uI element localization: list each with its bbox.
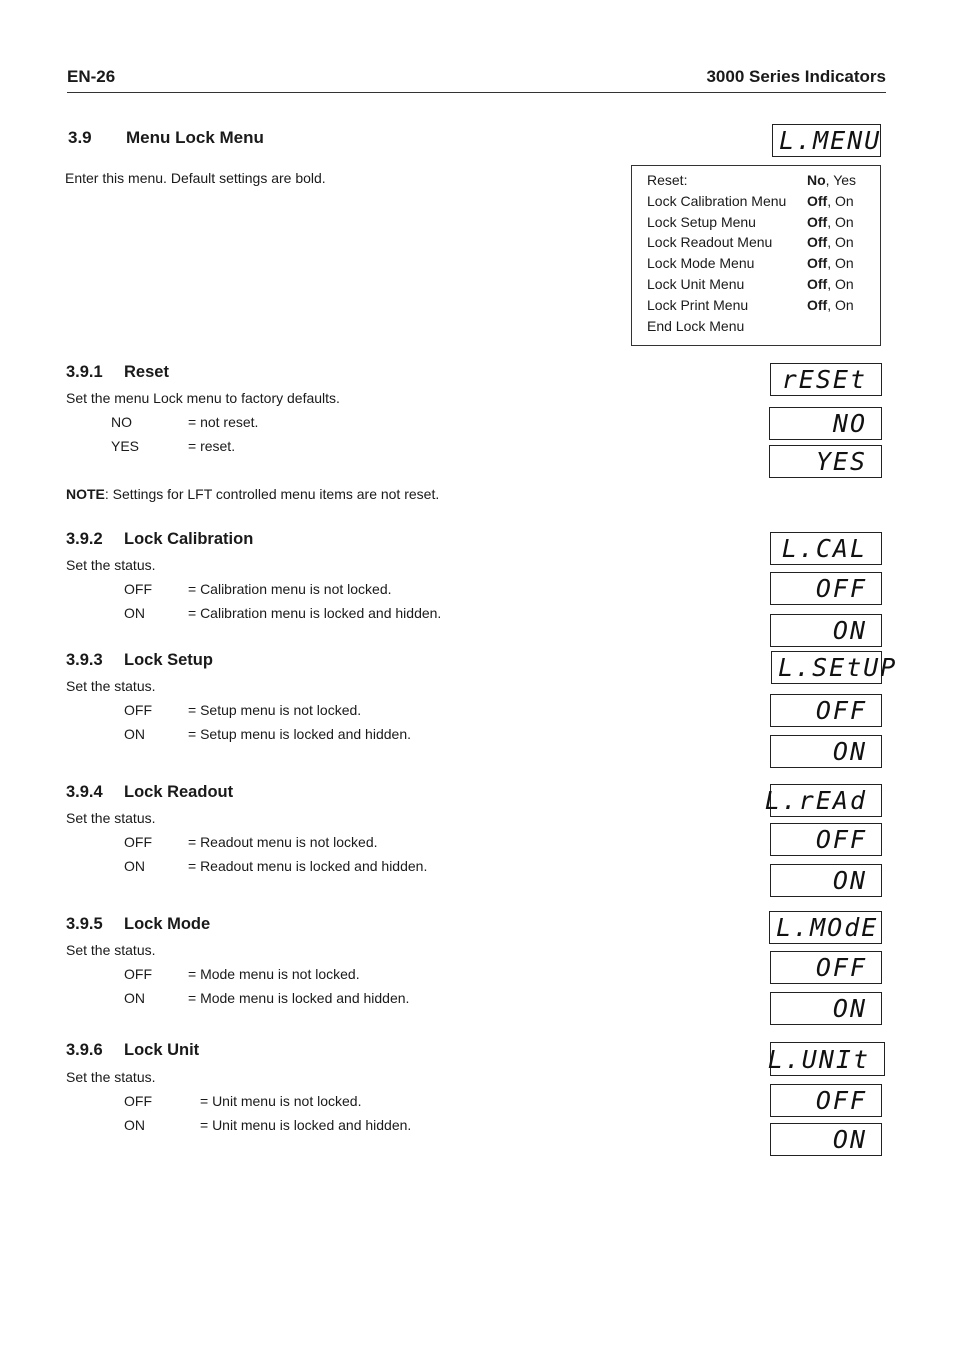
- subsection-title: Reset: [124, 363, 169, 381]
- subsection-desc: Set the status.: [66, 810, 156, 826]
- lcd-display-off: OFF: [770, 572, 882, 605]
- option-key: OFF: [124, 1093, 152, 1109]
- menu-row: [647, 255, 877, 276]
- menu-row-value: Off, On: [807, 255, 854, 271]
- lcd-display-lsetup: L.SEtUP: [771, 651, 882, 684]
- option-value: = Unit menu is locked and hidden.: [200, 1117, 412, 1133]
- lcd-display-lmode: L.MOdE: [769, 911, 882, 944]
- menu-row-value: Off, On: [807, 297, 854, 313]
- menu-row-label: End Lock Menu: [647, 318, 745, 334]
- option-value: = Mode menu is locked and hidden.: [188, 990, 410, 1006]
- option-value: = Mode menu is not locked.: [188, 966, 360, 982]
- menu-row-label: Lock Setup Menu: [647, 214, 756, 230]
- menu-summary-box: [631, 165, 881, 346]
- option-key: ON: [124, 990, 145, 1006]
- menu-row-label: Lock Readout Menu: [647, 234, 773, 250]
- lcd-display-no: NO: [769, 407, 882, 440]
- option-value: = Readout menu is locked and hidden.: [188, 858, 428, 874]
- lcd-display-off: OFF: [770, 823, 882, 856]
- menu-row-label: Lock Print Menu: [647, 297, 749, 313]
- option-key: NO: [111, 414, 132, 430]
- lcd-display-lcal: L.CAL: [770, 532, 882, 565]
- lcd-display-lunit: L.UNIt: [770, 1042, 885, 1076]
- lcd-display-yes: YES: [769, 445, 882, 478]
- subsection-number: 3.9.1: [66, 363, 103, 381]
- note-label: NOTE: [66, 486, 105, 502]
- option-value: = not reset.: [188, 414, 259, 430]
- lcd-display-off: OFF: [770, 694, 882, 727]
- subsection-desc: Set the menu Lock menu to factory defaults.: [66, 390, 340, 406]
- menu-row-label: Reset:: [647, 172, 688, 188]
- option-value: = Calibration menu is not locked.: [188, 581, 392, 597]
- option-value: = reset.: [188, 438, 236, 454]
- option-key: OFF: [124, 581, 152, 597]
- page-number: EN-26: [67, 67, 116, 86]
- section-number: 3.9: [68, 128, 92, 147]
- option-value: = Readout menu is not locked.: [188, 834, 378, 850]
- subsection-title: Lock Calibration: [124, 530, 254, 548]
- subsection-desc: Set the status.: [66, 678, 156, 694]
- menu-row: [647, 214, 877, 235]
- option-key: OFF: [124, 966, 152, 982]
- lcd-display-off: OFF: [770, 951, 882, 984]
- option-key: ON: [124, 726, 145, 742]
- menu-row: [647, 234, 877, 255]
- lcd-display-lmenu: L.MENU: [772, 124, 881, 157]
- menu-row-value: Off, On: [807, 214, 854, 230]
- lcd-display-on: ON: [770, 992, 882, 1025]
- subsection-number: 3.9.2: [66, 530, 103, 548]
- menu-row-label: Lock Mode Menu: [647, 255, 755, 271]
- lcd-display-on: ON: [770, 735, 882, 768]
- subsection-number: 3.9.3: [66, 651, 103, 669]
- note-text: : Settings for LFT controlled menu items are not reset.: [104, 486, 440, 502]
- subsection-title: Lock Unit: [124, 1041, 200, 1059]
- note: [66, 486, 439, 502]
- option-key: ON: [124, 1117, 145, 1133]
- subsection-title: Lock Setup: [124, 651, 213, 669]
- subsection-desc: Set the status.: [66, 1069, 156, 1085]
- option-key: OFF: [124, 834, 152, 850]
- menu-row-label: Lock Calibration Menu: [647, 193, 787, 209]
- option-value: = Setup menu is not locked.: [188, 702, 362, 718]
- menu-row: [647, 276, 877, 297]
- menu-row: [647, 172, 877, 193]
- option-key: OFF: [124, 702, 152, 718]
- menu-row-value: Off, On: [807, 193, 854, 209]
- subsection-desc: Set the status.: [66, 557, 156, 573]
- option-value: = Setup menu is locked and hidden.: [188, 726, 411, 742]
- menu-row-value: Off, On: [807, 276, 854, 292]
- lcd-display-on: ON: [770, 1123, 882, 1156]
- header-divider: [67, 92, 886, 93]
- lcd-display-off: OFF: [770, 1084, 882, 1117]
- menu-row: [647, 318, 877, 339]
- subsection-desc: Set the status.: [66, 942, 156, 958]
- option-value: = Unit menu is not locked.: [200, 1093, 362, 1109]
- menu-row-value: Off, On: [807, 234, 854, 250]
- lcd-display-on: ON: [770, 864, 882, 897]
- option-key: ON: [124, 858, 145, 874]
- subsection-title: Lock Mode: [124, 915, 211, 933]
- section-title: Menu Lock Menu: [126, 128, 264, 147]
- subsection-number: 3.9.6: [66, 1041, 103, 1059]
- option-key: ON: [124, 605, 145, 621]
- subsection-number: 3.9.5: [66, 915, 103, 933]
- lcd-display-on: ON: [770, 614, 882, 647]
- document-title: 3000 Series Indicators: [706, 67, 886, 86]
- section-intro: Enter this menu. Default settings are bold.: [65, 170, 326, 186]
- menu-row-label: Lock Unit Menu: [647, 276, 745, 292]
- subsection-number: 3.9.4: [66, 783, 103, 801]
- menu-row-value: No, Yes: [807, 172, 857, 188]
- lcd-display-reset: rESEt: [770, 363, 882, 396]
- option-key: YES: [111, 438, 140, 454]
- menu-row: [647, 193, 877, 214]
- option-value: = Calibration menu is locked and hidden.: [188, 605, 442, 621]
- menu-row: [647, 297, 877, 318]
- lcd-display-lread: L.rEAd: [770, 784, 882, 817]
- subsection-title: Lock Readout: [124, 783, 234, 801]
